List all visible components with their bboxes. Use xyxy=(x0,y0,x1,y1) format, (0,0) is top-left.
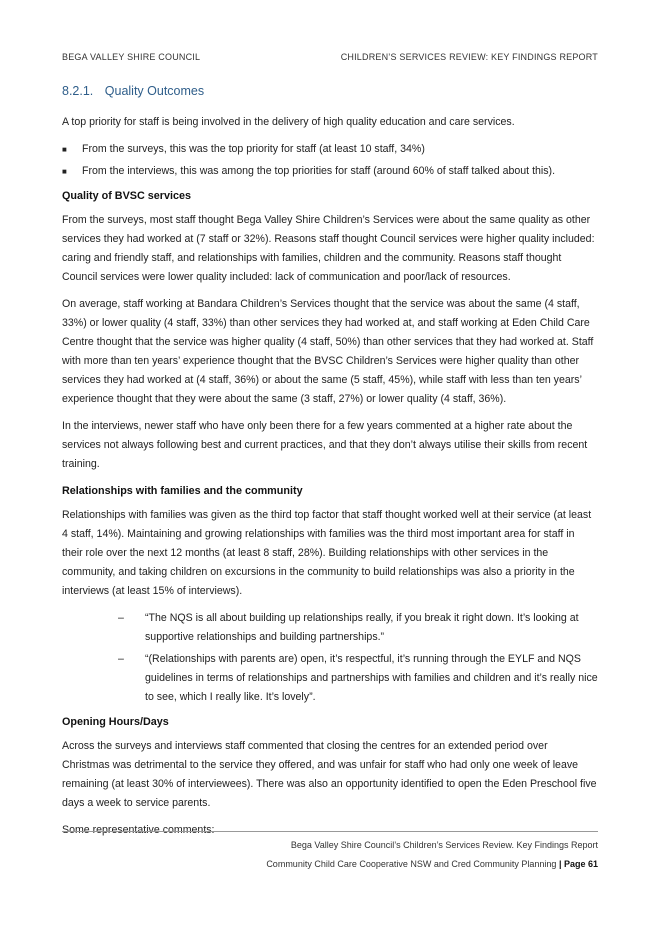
footer-divider xyxy=(62,831,598,832)
bullet-square-icon: ■ xyxy=(62,167,67,176)
bullet-text: From the surveys, this was the top priority for staff (at least 10 staff, 34%) xyxy=(82,143,425,155)
quality-paragraph-3: In the interviews, newer staff who have only been there for a few years commented at a higher rate about the services not always following best and current practices, and that they don’t always utilise their skills from recent training. xyxy=(62,420,588,470)
quote-item xyxy=(62,609,598,647)
section-title-text: Quality Outcomes xyxy=(104,84,205,98)
quality-paragraph-1: From the surveys, most staff thought Bega Valley Shire Children’s Services were about the same quality as other services they had worked at (7 staff or 32%). Reasons staff thought Council services were higher quality included: caring and friendly staff, and relationships with families, children and the community. Reasons staff thought Council services were lower quality included: lack of communication and poor/lack of resources. xyxy=(62,214,595,283)
list-item xyxy=(62,162,598,181)
page-content xyxy=(62,84,598,848)
opening-hours-heading: Opening Hours/Days xyxy=(62,716,169,728)
bullet-square-icon: ■ xyxy=(62,145,67,154)
page-number: Page 61 xyxy=(563,859,598,869)
dash-bullet-icon: – xyxy=(118,653,124,665)
dash-bullet-icon: – xyxy=(118,612,124,624)
quality-heading: Quality of BVSC services xyxy=(62,190,192,202)
bullet-text: From the interviews, this was among the top priorities for staff (around 60% of staff talked about this). xyxy=(82,165,556,177)
opening-hours-paragraph: Across the surveys and interviews staff commented that closing the centres for an extended period over Christmas was detrimental to the service they offered, and was unfair for staff who had only one week of leave remaining (at least 30% of interviewees). There was also an opportunity identified to open the Eden Preschool five days a week to service parents. xyxy=(62,740,597,809)
header-right: CHILDREN’S SERVICES REVIEW: KEY FINDINGS REPORT xyxy=(340,52,598,62)
footer-organisations: Community Child Care Cooperative NSW and Cred Community Planning xyxy=(266,859,557,869)
footer-credits xyxy=(62,859,598,869)
section-title xyxy=(62,84,598,98)
quote-text: “The NQS is all about building up relationships really, if you break it right down. It’s looking at supportive relationships and building partnerships.” xyxy=(145,612,579,643)
quote-item xyxy=(62,650,598,707)
page-footer xyxy=(62,831,598,869)
section-number: 8.2.1. xyxy=(62,84,94,98)
list-item xyxy=(62,140,598,159)
quality-paragraph-2: On average, staff working at Bandara Children’s Services thought that the service was about the same (4 staff, 33%) or lower quality (4 staff, 33%) than other services they had worked at, and staff working at Eden Child Care Centre thought that the service was higher quality (4 staff, 50%) than other services that they had worked at. Staff with more than ten years’ experience thought that the BVSC Children’s Services were higher quality than other services they had worked at (4 staff, 36%) or about the same (5 staff, 45%), while staff with less than ten years’ experience thought that they were about the same (3 staff, 27%) or lower quality (4 staff, 36%). xyxy=(62,298,594,405)
header-left: BEGA VALLEY SHIRE COUNCIL xyxy=(62,52,201,62)
representative-comments-label: Some representative comments: xyxy=(62,824,215,836)
intro-bullet-list xyxy=(62,140,598,181)
relationships-heading: Relationships with families and the community xyxy=(62,485,303,497)
footer-separator: | xyxy=(556,859,564,869)
relationships-paragraph: Relationships with families was given as the third top factor that staff thought worked well at their service (at least 4 staff, 14%). Maintaining and growing relationships with families was the third most important area for staff in their role over the next 12 months (at least 8 staff, 28%). Building relationships with other services in the community, and taking children on excursions in the community to build relationships was also a priority in the interviews (at least 15% of interviews). xyxy=(62,509,592,597)
intro-paragraph: A top priority for staff is being involved in the delivery of high quality education and care services. xyxy=(62,116,515,128)
quote-text: “(Relationships with parents are) open, it’s respectful, it’s running through the EYLF and NQS guidelines in terms of relationships and partnerships with families and children and it’s really nice to see, which I really like. It’s lovely”. xyxy=(145,653,598,703)
quote-list xyxy=(62,609,598,707)
footer-report-title: Bega Valley Shire Council’s Children’s Services Review. Key Findings Report xyxy=(290,840,598,850)
